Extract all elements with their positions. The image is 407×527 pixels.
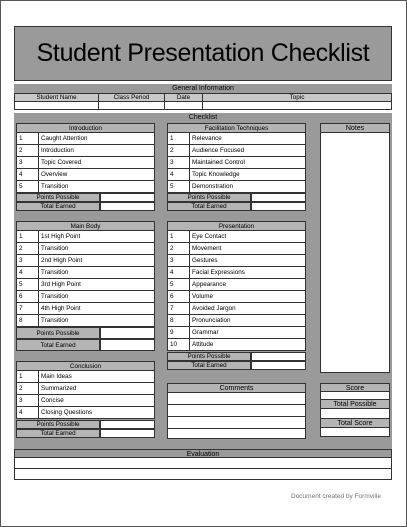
table-row[interactable] [168,157,306,169]
item-number: 8 [168,315,190,327]
item-label: Appearance [190,279,306,291]
table-row[interactable] [17,181,155,193]
item-label: 1st High Point [39,231,155,243]
topic-field[interactable] [203,102,391,109]
item-label: Caught Attention [39,133,155,145]
total-earned-label: Total Earned [167,202,251,211]
item-number: 1 [168,231,190,243]
student-name-field[interactable] [15,102,99,109]
introduction-points-field[interactable] [100,193,155,202]
item-label: Grammar [190,327,306,339]
table-row[interactable] [17,267,155,279]
student-name-label: Student Name [15,94,99,102]
table-row[interactable] [17,371,155,383]
item-number: 9 [168,327,190,339]
table-row[interactable] [168,267,306,279]
total-earned-label: Total Earned [16,429,100,438]
total-earned-label: Total Earned [16,202,100,211]
presentation-table [167,221,306,351]
introduction-header: Introduction [17,124,155,133]
item-number: 2 [168,145,190,157]
item-number: 7 [168,303,190,315]
footer-credit: Document created by Formville [291,493,381,500]
item-number: 10 [168,339,190,351]
item-number: 5 [168,181,190,193]
score-field[interactable] [320,392,390,400]
item-label: Movement [190,243,306,255]
item-number: 1 [17,133,39,145]
item-label: Attitude [190,339,306,351]
item-label: Pronunciation [190,315,306,327]
main-body-header: Main Body [17,222,155,231]
table-row[interactable] [168,243,306,255]
table-row[interactable] [168,145,306,157]
conclusion-earned-field[interactable] [100,429,155,438]
item-label: Maintained Control [190,157,306,169]
table-row[interactable] [17,315,155,327]
item-number: 2 [168,243,190,255]
item-label: Transition [39,243,155,255]
main-body-table [16,221,155,327]
item-label: Overview [39,169,155,181]
table-row[interactable] [17,231,155,243]
class-period-label: Class Period [99,94,165,102]
table-row[interactable] [17,157,155,169]
item-label: Relevance [190,133,306,145]
total-score-label: Total Score [320,419,390,428]
item-number: 5 [168,279,190,291]
item-number: 2 [17,145,39,157]
total-possible-field[interactable] [320,409,390,419]
presentation-earned-field[interactable] [251,361,306,370]
table-row[interactable] [17,291,155,303]
item-label: Facial Expressions [190,267,306,279]
item-number: 2 [17,243,39,255]
date-field[interactable] [165,102,203,109]
item-number: 1 [168,133,190,145]
comments-line[interactable] [168,417,305,429]
main-body-earned-field[interactable] [100,339,155,351]
item-label: Gestures [190,255,306,267]
table-row[interactable] [17,145,155,157]
topic-label: Topic [203,94,391,102]
title-bar [14,26,392,81]
item-label: Transition [39,315,155,327]
table-row[interactable] [168,169,306,181]
facilitation-points-field[interactable] [251,193,306,202]
item-label: 2nd High Point [39,255,155,267]
points-possible-label: Points Possible [167,352,251,361]
general-info-header: General Information [14,84,392,93]
item-number: 6 [168,291,190,303]
item-label: Eye Contact [190,231,306,243]
comments-header: Comments [168,384,305,393]
class-period-field[interactable] [99,102,165,109]
item-label: Volume [190,291,306,303]
item-number: 8 [17,315,39,327]
table-row[interactable] [168,291,306,303]
presentation-points-field[interactable] [251,352,306,361]
item-number: 4 [17,407,39,419]
item-number: 4 [168,169,190,181]
item-label: Main Ideas [39,371,155,383]
date-label: Date [165,94,203,102]
introduction-earned-field[interactable] [100,202,155,211]
item-number: 3 [168,157,190,169]
table-row[interactable] [17,255,155,267]
notes-box[interactable] [320,123,390,373]
item-label: Summarized [39,383,155,395]
item-number: 5 [17,279,39,291]
points-possible-label: Points Possible [16,327,100,339]
item-number: 2 [17,383,39,395]
item-label: Concise [39,395,155,407]
facilitation-earned-field[interactable] [251,202,306,211]
item-label: Introduction [39,145,155,157]
table-row[interactable] [17,279,155,291]
item-label: Transition [39,181,155,193]
item-number: 3 [17,395,39,407]
item-label: Topic Covered [39,157,155,169]
item-label: 3rd High Point [39,279,155,291]
table-row[interactable] [17,395,155,407]
page-title: Student Presentation Checklist [36,39,370,67]
total-earned-label: Total Earned [167,361,251,370]
item-number: 3 [168,255,190,267]
conclusion-table [16,361,155,419]
main-body-points-field[interactable] [100,327,155,339]
conclusion-points-field[interactable] [100,420,155,429]
table-row[interactable] [17,303,155,315]
total-earned-label: Total Earned [16,339,100,351]
table-row[interactable] [168,255,306,267]
item-label: Closing Questions [39,407,155,419]
item-number: 7 [17,303,39,315]
evaluation-line[interactable] [14,469,392,480]
table-row[interactable] [168,231,306,243]
table-row[interactable] [17,243,155,255]
comments-line[interactable] [168,393,305,405]
item-label: 4th High Point [39,303,155,315]
item-label: Demonstration [190,181,306,193]
item-label: Audience Focused [190,145,306,157]
total-possible-label: Total Possible [320,400,390,409]
table-row[interactable] [168,181,306,193]
item-label: Topic Knowledge [190,169,306,181]
comments-line[interactable] [168,405,305,417]
table-row[interactable] [168,133,306,145]
notes-header: Notes [321,124,389,133]
general-info-row [14,93,392,110]
table-row[interactable] [168,315,306,327]
presentation-header: Presentation [168,222,306,231]
score-box [320,383,390,439]
table-row[interactable] [17,407,155,419]
points-possible-label: Points Possible [167,193,251,202]
evaluation-header: Evaluation [14,449,392,458]
table-row[interactable] [17,383,155,395]
item-number: 1 [17,231,39,243]
checklist-header: Checklist [188,114,218,121]
points-possible-label: Points Possible [16,193,100,202]
total-score-field[interactable] [320,428,390,437]
item-number: 3 [17,157,39,169]
points-possible-label: Points Possible [16,420,100,429]
item-label: Transition [39,267,155,279]
item-number: 6 [17,291,39,303]
item-label: Avoided Jargon [190,303,306,315]
facilitation-header: Facilitation Techniques [168,124,306,133]
facilitation-table [167,123,306,193]
item-number: 1 [17,371,39,383]
table-row[interactable] [168,327,306,339]
item-label: Transition [39,291,155,303]
table-row[interactable] [17,133,155,145]
item-number: 4 [168,267,190,279]
introduction-table [16,123,155,193]
score-header: Score [320,383,390,392]
table-row[interactable] [168,279,306,291]
table-row[interactable] [168,339,306,351]
evaluation-line[interactable] [14,458,392,469]
item-number: 4 [17,267,39,279]
conclusion-header: Conclusion [17,362,155,371]
item-number: 5 [17,181,39,193]
item-number: 3 [17,255,39,267]
table-row[interactable] [168,303,306,315]
table-row[interactable] [17,169,155,181]
item-number: 4 [17,169,39,181]
comments-box[interactable] [167,383,306,439]
